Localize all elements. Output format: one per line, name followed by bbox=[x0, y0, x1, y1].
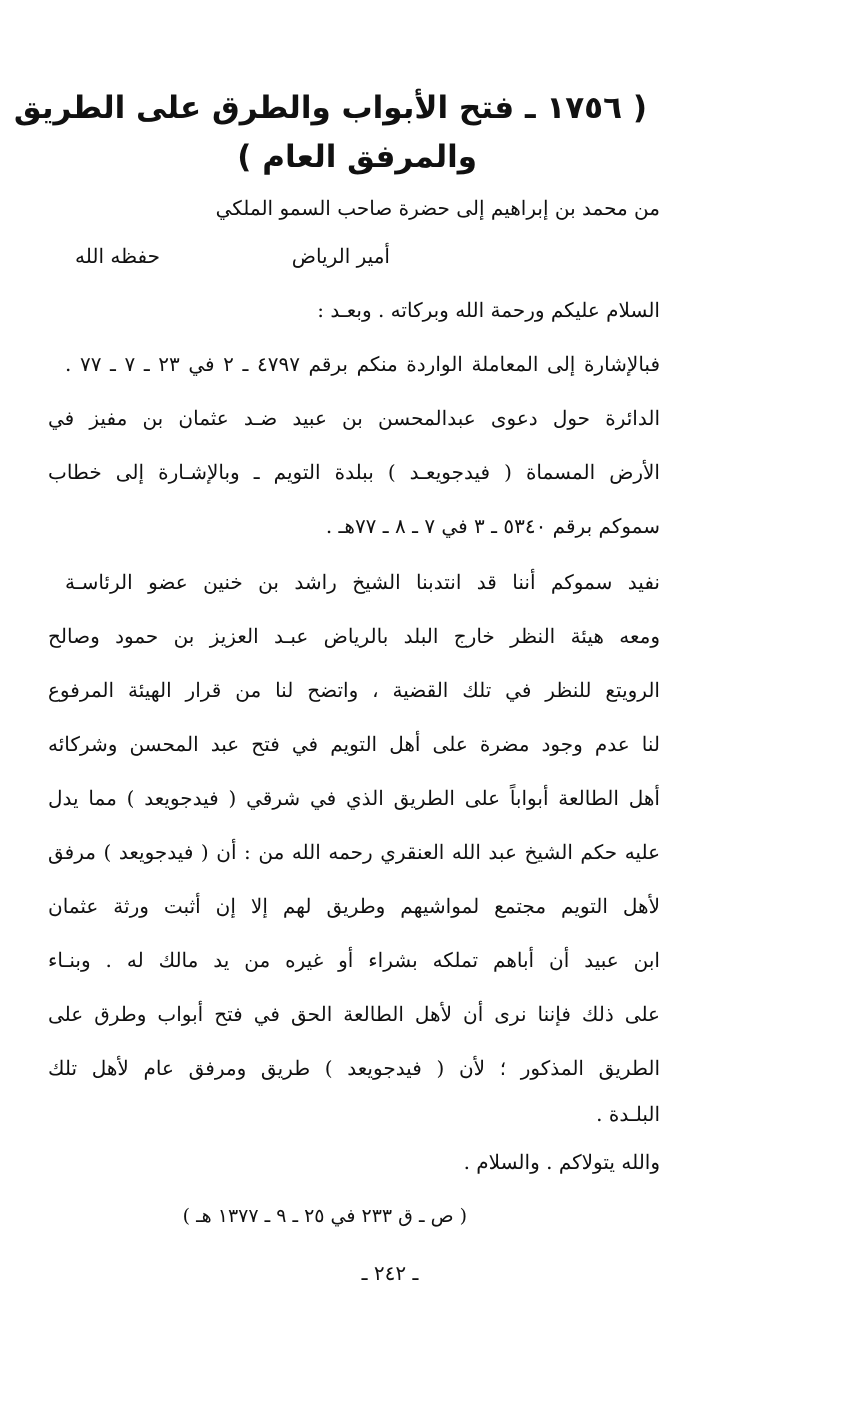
paragraph-line: الأرض المسماة ( فيدجويعـد ) ببلدة التويم ـ وبالإشـارة إلى خطاب bbox=[48, 460, 660, 484]
paragraph-line: لأهل التويم مجتمع لمواشيهم وطريق لهم إلا إن أثبت ورثة عثمان bbox=[48, 894, 661, 918]
source-reference: ( ص ـ ق ٢٣٣ في ٢٥ ـ ٩ ـ ١٣٧٧ هـ ) bbox=[182, 1205, 467, 1227]
page-number: ـ ٢٤٢ ـ bbox=[361, 1261, 419, 1285]
recipient-line: أمير الرياض bbox=[291, 244, 390, 268]
closing-line: والله يتولاكم . والسلام . bbox=[463, 1150, 660, 1174]
paragraph-line: البلـدة . bbox=[596, 1102, 660, 1126]
fatwa-title-line1: ( ١٧٥٦ ـ فتح الأبواب والطرق على الطريق bbox=[13, 90, 647, 126]
paragraph-line: الرويتع للنظر في تلك القضية ، واتضح لنا من قرار الهيئة المرفوع bbox=[48, 678, 660, 702]
paragraph-line: ومعه هيئة النظر خارج البلد بالرياض عبـد العزيز بن حمود وصالح bbox=[48, 624, 660, 648]
paragraph-line: ابن عبيد أن أباهم تملكه بشراء أو غيره من يد مالك له . وبنـاء bbox=[48, 948, 660, 972]
paragraph-line: الدائرة حول دعوى عبدالمحسن بن عبيد ضـد عثمان بن مفيز في bbox=[48, 406, 660, 430]
fatwa-title-line2: والمرفق العام ) bbox=[237, 139, 477, 175]
blessing-text: حفظه الله bbox=[75, 244, 160, 268]
paragraph-line: نفيد سموكم أننا قد انتدبنا الشيخ راشد بن خنين عضو الرئاسـة bbox=[65, 570, 660, 594]
paragraph-line: لنا عدم وجود مضرة على أهل التويم في فتح عبد المحسن وشركائه bbox=[48, 732, 660, 756]
greeting-line: السلام عليكم ورحمة الله وبركاته . وبعـد : bbox=[317, 298, 660, 322]
paragraph-line: أهل الطالعة أبواباً على الطريق الذي في شرقي ( فيدجويعد ) مما يدل bbox=[48, 786, 660, 810]
paragraph-line: فبالإشارة إلى المعاملة الواردة منكم برقم ٤٧٩٧ ـ ٢ في ٢٣ ـ ٧ ـ ٧٧ . bbox=[65, 352, 661, 376]
paragraph-line: عليه حكم الشيخ عبد الله العنقري رحمه الله من : أن ( فيدجويعد ) مرفق bbox=[48, 840, 660, 864]
paragraph-line: سموكم برقم ٥٣٤٠ ـ ٣ في ٧ ـ ٨ ـ ٧٧هـ . bbox=[325, 514, 660, 538]
paragraph-line: الطريق المذكور ؛ لأن ( فيدجويعد ) طريق ومرفق عام لأهل تلك bbox=[48, 1056, 660, 1080]
paragraph-line: على ذلك فإننا نرى أن لأهل الطالعة الحق في فتح أبواب وطرق على bbox=[48, 1002, 660, 1026]
sender-line: من محمد بن إبراهيم إلى حضرة صاحب السمو الملكي bbox=[215, 196, 660, 220]
